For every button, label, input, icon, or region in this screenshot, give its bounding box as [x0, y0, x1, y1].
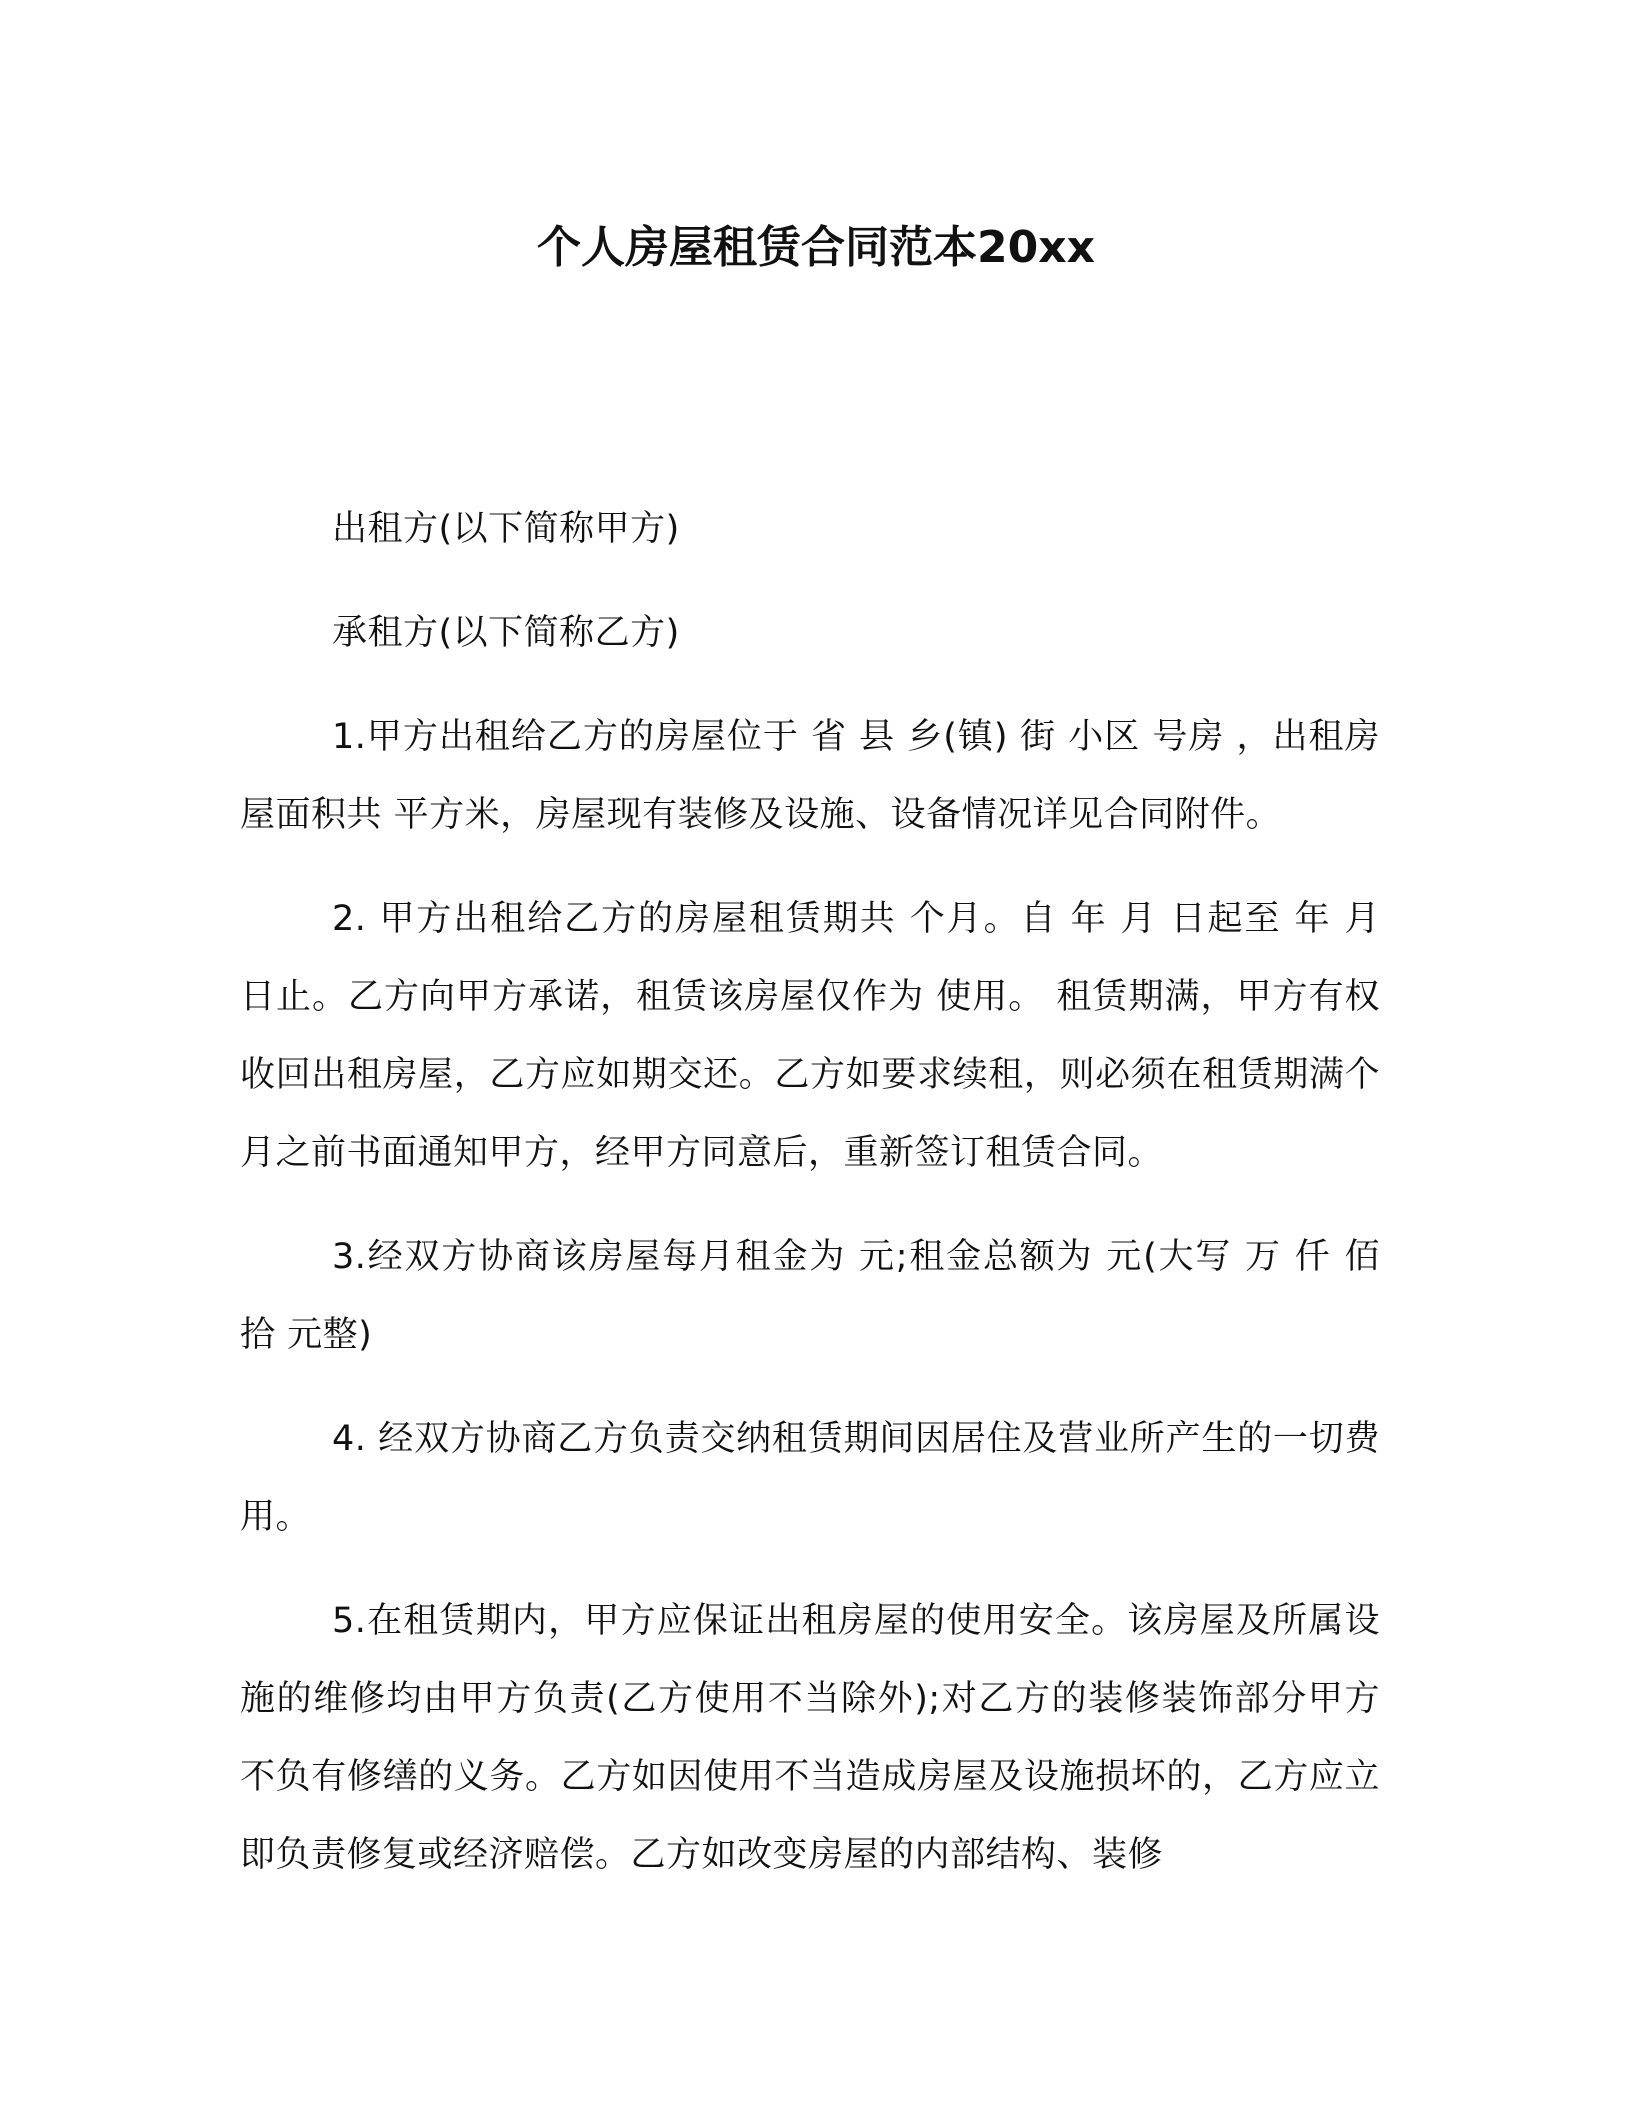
paragraph-lessee: 承租方(以下简称乙方) — [332, 613, 680, 653]
paragraph-clause-2: 2. 甲方出租给乙方的房屋租赁期共 个月。自 年 月 日起至 年 月 日止。乙方向甲方承诺，租赁该房屋仅作为 使用。 租赁期满，甲方有权收回出租房屋，乙方应如期交还。乙方如要求续租，则必须在租赁期满个月之前书面通知甲方，经甲方同意后，重新签订租赁合同。 — [240, 899, 1380, 1173]
document-title: 个人房屋租赁合同范本20xx — [537, 222, 1095, 273]
paragraph-clause-5: 5.在租赁期内，甲方应保证出租房屋的使用安全。该房屋及所属设施的维修均由甲方负责(乙方使用不当除外);对乙方的装修装饰部分甲方不负有修缮的义务。乙方如因使用不当造成房屋及设施损坏的，乙方应立即负责修复或经济赔偿。乙方如改变房屋的内部结构、装修 — [240, 1601, 1380, 1875]
paragraph-lessor: 出租方(以下简称甲方) — [332, 509, 680, 549]
document-body — [240, 490, 1380, 1920]
paragraph-clause-1: 1.甲方出租给乙方的房屋位于 省 县 乡(镇) 街 小区 号房 ，出租房屋面积共 平方米，房屋现有装修及设施、设备情况详见合同附件。 — [240, 717, 1380, 835]
paragraph-clause-3: 3.经双方协商该房屋每月租金为 元;租金总额为 元(大写 万 仟 佰 拾 元整) — [240, 1237, 1380, 1355]
paragraph-clause-4: 4. 经双方协商乙方负责交纳租赁期间因居住及营业所产生的一切费用。 — [240, 1419, 1380, 1537]
